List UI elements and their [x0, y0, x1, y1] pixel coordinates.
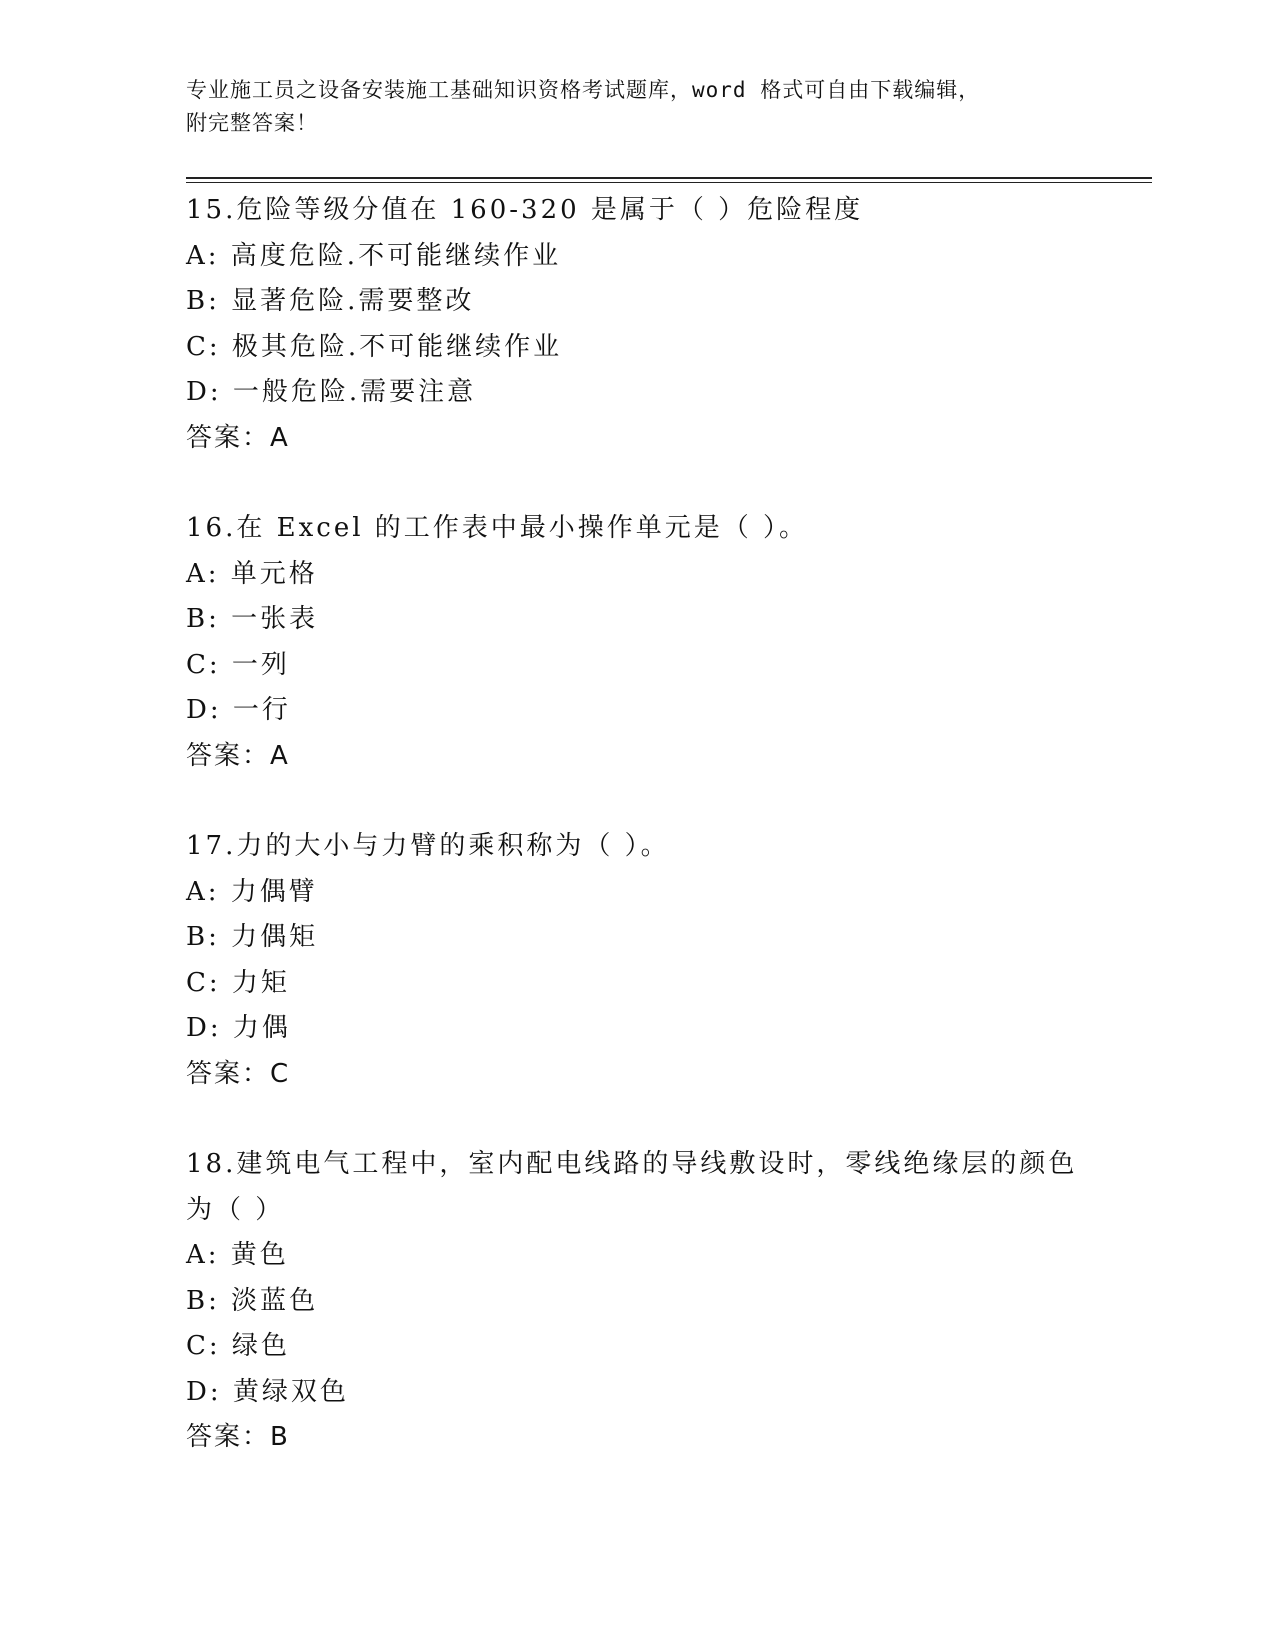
question-stem: 16.在 Excel 的工作表中最小操作单元是（ ）。 — [186, 513, 809, 543]
option-c: C: 力矩 — [186, 967, 290, 998]
question-list — [186, 188, 1136, 1506]
answer-line: 答案：B — [186, 1422, 290, 1452]
option-a: A: 黄色 — [186, 1240, 289, 1270]
question-stem: 18.建筑电气工程中，室内配电线路的导线敷设时，零线绝缘层的颜色为（ ） — [186, 1149, 1078, 1225]
header-divider-thick — [186, 177, 1152, 179]
option-d: D: 一行 — [186, 695, 291, 725]
option-b: B: 淡蓝色 — [186, 1285, 319, 1316]
answer-line: 答案：C — [186, 1058, 291, 1089]
option-d: D: 一般危险.需要注意 — [186, 377, 477, 407]
answer-line: 答案：A — [186, 422, 290, 453]
question-stem: 17.力的大小与力臂的乘积称为（ ）。 — [186, 831, 670, 861]
option-a: A: 高度危险.不可能继续作业 — [186, 240, 562, 271]
option-c: C: 绿色 — [186, 1331, 290, 1361]
question-16 — [186, 506, 1136, 779]
header-line-2: 附完整答案！ — [186, 111, 318, 135]
question-stem: 15.危险等级分值在 160-320 是属于（ ）危险程度 — [186, 195, 864, 225]
option-d: D: 黄绿双色 — [186, 1376, 349, 1407]
answer-line: 答案：A — [186, 740, 290, 771]
option-b: B: 力偶矩 — [186, 922, 319, 952]
option-a: A: 力偶臂 — [186, 876, 318, 907]
option-d: D: 力偶 — [186, 1013, 291, 1043]
question-15 — [186, 188, 1136, 461]
option-c: C: 一列 — [186, 649, 290, 680]
option-b: B: 显著危险.需要整改 — [186, 286, 475, 316]
question-18 — [186, 1142, 1136, 1461]
header-line-1: 专业施工员之设备安装施工基础知识资格考试题库，word 格式可自由下载编辑， — [186, 78, 981, 102]
option-b: B: 一张表 — [186, 604, 319, 634]
document-header — [186, 74, 1086, 140]
option-c: C: 极其危险.不可能继续作业 — [186, 331, 563, 362]
question-17 — [186, 824, 1136, 1097]
option-a: A: 单元格 — [186, 558, 318, 589]
header-divider-thin — [186, 182, 1152, 183]
